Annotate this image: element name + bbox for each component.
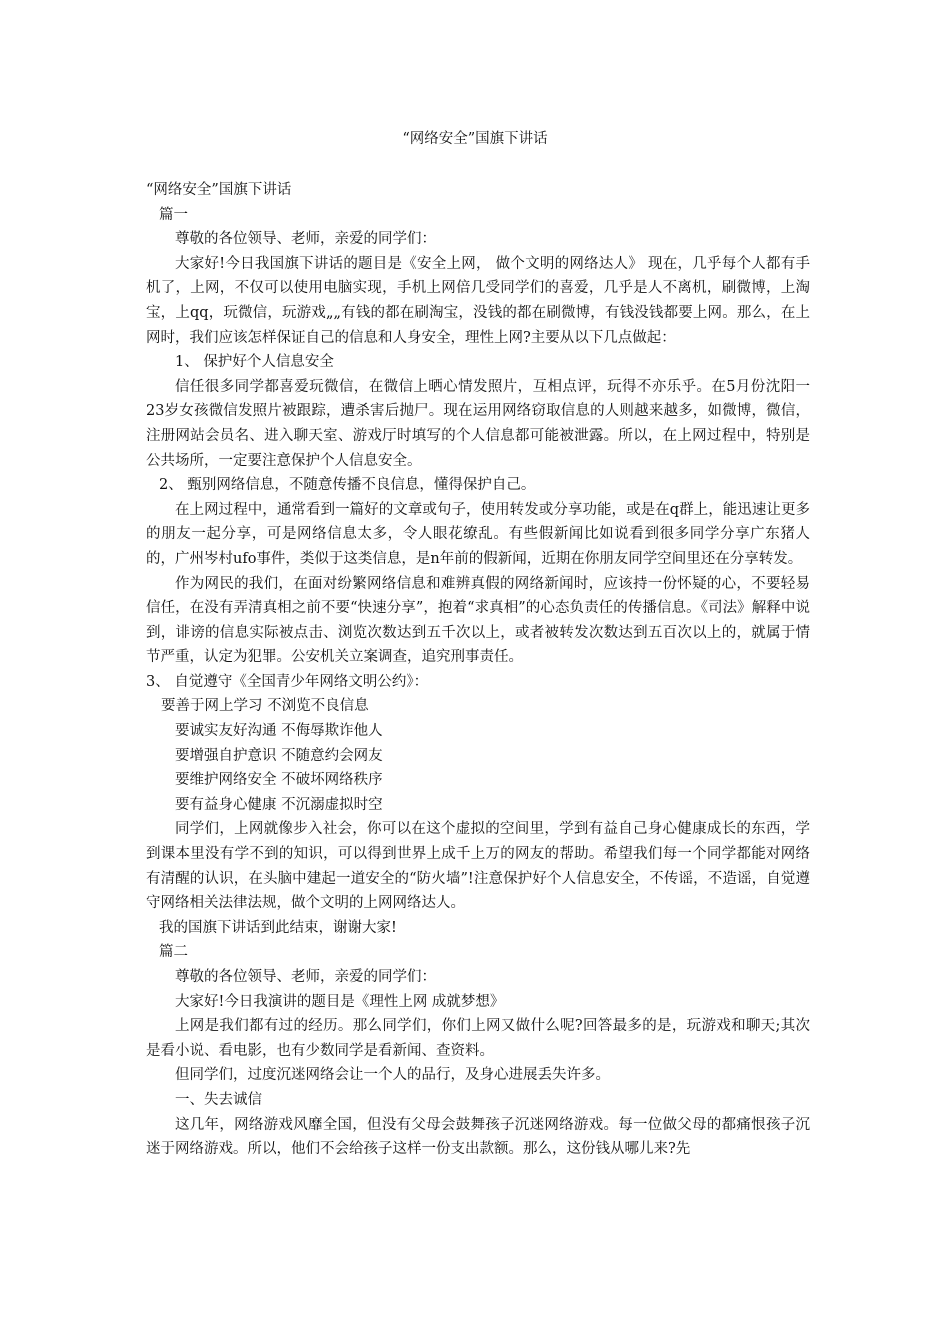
paragraph: 3、 自觉遵守《全国青少年网络文明公约》： [146,673,429,690]
paragraph: 信任很多同学都喜爱玩微信，在微信上晒心情发照片，互相点评，玩得不亦乐乎。在5月份沈阳一23岁女孩微信发照片被跟踪，遭杀害后抛尸。现在运用网络窃取信息的人则越来越多，如微博，微信，注册网站会员名、进入聊天室、游戏厅时填写的个人信息都可能被泄露。所以，在上网过程中，特别是公共场所，一定要注意保护个人信息安全。 [146,378,810,469]
paragraph: 2、 甄别网络信息，不随意传播不良信息，懂得保护自己。 [159,477,536,494]
paragraph: 这几年，网络游戏风靡全国，但没有父母会鼓舞孩子沉迷网络游戏。每一位做父母的都痛恨孩子沉迷于网络游戏。所以，他们不会给孩子这样一份支出款额。那么，这份钱从哪儿来?先 [146,1116,810,1158]
document-body [146,178,810,1162]
paragraph: 尊敬的各位领导、老师，亲爱的同学们： [175,231,436,248]
paragraph: 同学们，上网就像步入社会，你可以在这个虚拟的空间里，学到有益自己身心健康成长的东西，学到课本里没有学不到的知识，可以得到世界上成千上万的网友的帮助。希望我们每一个同学都能对网络有清醒的认识，在头脑中建起一道安全的“防火墙”!注意保护好个人信息安全，不传谣，不造谣，自觉遵守网络相关法律法规，做个文明的上网网络达人。 [146,821,810,912]
paragraph: 我的国旗下讲话到此结束，谢谢大家! [159,919,397,936]
paragraph: 篇二 [159,944,188,961]
paragraph: 尊敬的各位领导、老师，亲爱的同学们： [175,969,436,985]
paragraph: “网络安全”国旗下讲话 [146,182,292,198]
document-title: “网络安全”国旗下讲话 [402,131,548,147]
paragraph: 大家好!今日我国旗下讲话的题目是《安全上网， 做个文明的网络达人》 现在，几乎每个人都有手机了，上网，不仅可以使用电脑实现，手机上网倍几受同学们的喜爱，几乎是人不离机，刷微博，上淘宝，上qq，玩微信，玩游戏„„有钱的都在刷淘宝，没钱的都在刷微博，有钱没钱都要上网。那么，在上网时，我们应该怎样保证自己的信息和人身安全，理性上网?主要从以下几点做起： [146,255,810,346]
paragraph: 一、失去诚信 [175,1091,262,1108]
paragraph: 在上网过程中，通常看到一篇好的文章或句子，使用转发或分享功能，或是在q群上，能迅速让更多的朋友一起分享，可是网络信息太多，令人眼花缭乱。有些假新闻比如说看到很多同学分享广东猪人的，广州岑村ufo事件，类似于这类信息，是n年前的假新闻，近期在你朋友同学空间里还在分享转发。 [146,501,810,567]
paragraph: 篇一 [159,206,188,223]
paragraph: 要增强自护意识 不随意约会网友 [175,747,383,764]
paragraph: 但同学们，过度沉迷网络会让一个人的品行，及身心进展丢失许多。 [175,1067,610,1084]
paragraph: 要有益身心健康 不沉溺虚拟时空 [175,796,383,813]
paragraph: 1、 保护好个人信息安全 [175,354,334,371]
paragraph: 大家好!今日我演讲的题目是《理性上网 成就梦想》 [175,993,505,1010]
paragraph: 要诚实友好沟通 不侮辱欺诈他人 [175,723,383,740]
paragraph: 要维护网络安全 不破坏网络秩序 [175,772,383,789]
paragraph: 作为网民的我们，在面对纷繁网络信息和难辨真假的网络新闻时，应该持一份怀疑的心，不要轻易信任，在没有弄清真相之前不要“快速分享”，抱着“求真相”的心态负责任的传播信息。《司法》解释中说到，诽谤的信息实际被点击、浏览次数达到五千次以上，或者被转发次数达到五百次以上的，就属于情节严重，认定为犯罪。公安机关立案调查，追究刑事责任。 [146,575,810,666]
paragraph: 要善于网上学习 不浏览不良信息 [161,698,369,715]
paragraph: 上网是我们都有过的经历。那么同学们，你们上网又做什么呢?回答最多的是，玩游戏和聊天;其次是看小说、看电影，也有少数同学是看新闻、查资料。 [146,1018,810,1059]
